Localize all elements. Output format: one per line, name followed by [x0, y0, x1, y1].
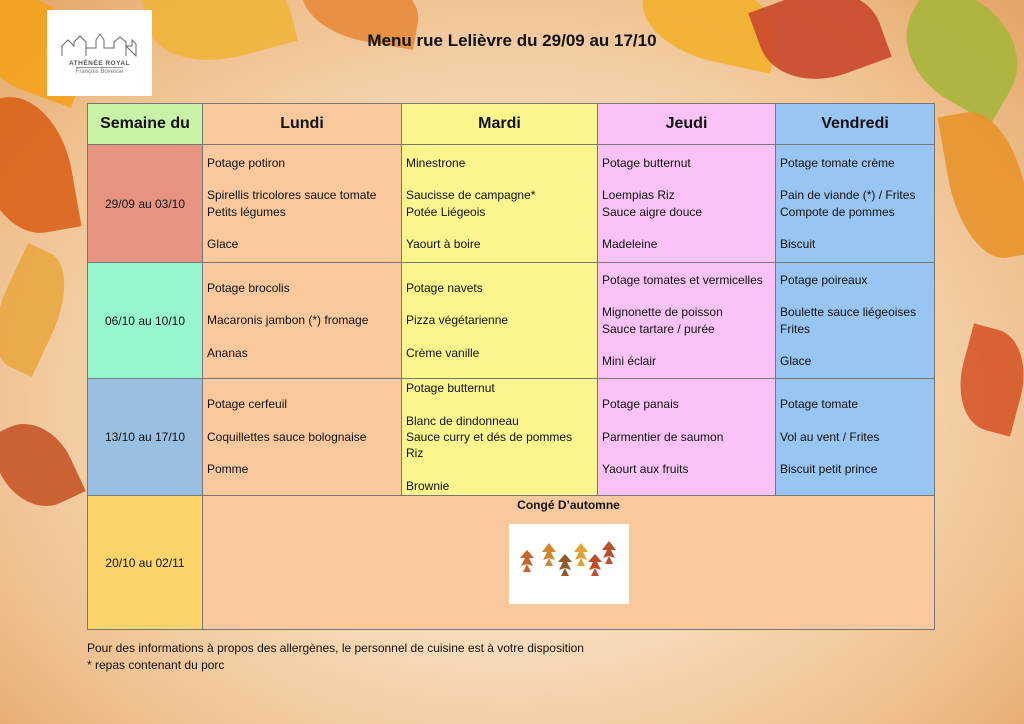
menu-item: Potage panais [602, 397, 679, 412]
menu-item: Potage poireaux [780, 272, 868, 287]
footer [87, 640, 584, 674]
menu-cell-vendredi [776, 379, 935, 496]
menu-item: Saucisse de campagne* [406, 188, 536, 203]
week-row [88, 145, 935, 263]
menu-item [406, 329, 593, 345]
page-title: Menu rue Lelièvre du 29/09 au 17/10 [367, 31, 657, 50]
menu-item [602, 171, 771, 187]
menu-item: Potage butternut [602, 155, 691, 170]
menu-item: Potage potiron [207, 155, 286, 170]
menu-item [406, 296, 593, 312]
holiday-cell [203, 496, 935, 630]
menu-cell-mardi [402, 263, 598, 379]
menu-item [780, 337, 930, 353]
menu-item: Minestrone [406, 155, 466, 170]
header-mardi: Mardi [402, 104, 598, 145]
menu-item [780, 220, 930, 236]
menu-item: Yaourt aux fruits [602, 462, 689, 477]
menu-item [207, 413, 397, 429]
menu-item: Glace [207, 237, 239, 252]
menu-item [207, 171, 397, 187]
menu-item [602, 288, 771, 304]
menu-item: Blanc de dindonneau [406, 413, 519, 428]
holiday-label: Congé D’automne [517, 497, 620, 512]
menu-item [207, 329, 397, 345]
menu-item: Biscuit [780, 237, 816, 252]
menu-item: Biscuit petit prince [780, 462, 878, 477]
menu-cell-jeudi [598, 263, 776, 379]
autumn-leaves-image [509, 524, 629, 604]
menu-item: Spirellis tricolores sauce tomate [207, 188, 377, 203]
week-row [88, 379, 935, 496]
menu-item [207, 296, 397, 312]
menu-cell-mardi [402, 379, 598, 496]
menu-item [406, 461, 593, 477]
header-vendredi: Vendredi [776, 104, 935, 145]
menu-item: Petits légumes [207, 204, 286, 219]
week-period: 13/10 au 17/10 [88, 379, 203, 496]
menu-item [780, 171, 930, 187]
menu-item: Coquillettes sauce bolognaise [207, 429, 367, 444]
menu-item: Vol au vent / Frites [780, 429, 880, 444]
menu-item [780, 413, 930, 429]
menu-item: Compote de pommes [780, 204, 895, 219]
menu-item [406, 220, 593, 236]
school-logo [47, 10, 152, 96]
menu-cell-vendredi [776, 263, 935, 379]
menu-item: Potage tomates et vermicelles [602, 272, 763, 287]
menu-item: Frites [780, 321, 810, 336]
header-row [88, 104, 935, 145]
menu-item: Potage butternut [406, 380, 495, 395]
week-period: 06/10 au 10/10 [88, 263, 203, 379]
menu-item: Brownie [406, 478, 450, 493]
menu-item [207, 220, 397, 236]
menu-item: Glace [780, 354, 812, 369]
menu-item: Macaronis jambon (*) fromage [207, 313, 369, 328]
logo-title: ATHÉNÉE ROYAL [68, 59, 131, 67]
menu-item [207, 445, 397, 461]
week-period: 20/10 au 02/11 [88, 496, 203, 630]
header-jeudi: Jeudi [598, 104, 776, 145]
menu-cell-lundi [203, 145, 402, 263]
menu-item: Yaourt à boire [406, 237, 481, 252]
menu-item [602, 220, 771, 236]
menu-table [87, 103, 935, 630]
header-lundi: Lundi [203, 104, 402, 145]
menu-item: Pomme [207, 462, 249, 477]
menu-item: Potage tomate [780, 397, 859, 412]
menu-item: Boulette sauce liégeoises [780, 305, 917, 320]
menu-item: Crème vanille [406, 345, 480, 360]
menu-item [602, 445, 771, 461]
header-week: Semaine du [88, 104, 203, 145]
maple-leaf-icon [520, 541, 616, 576]
week-row [88, 263, 935, 379]
menu-item [780, 288, 930, 304]
menu-item: Sauce aigre douce [602, 204, 703, 219]
menu-item: Riz [406, 446, 424, 461]
menu-item [406, 396, 593, 412]
menu-cell-vendredi [776, 145, 935, 263]
menu-item: Sauce tartare / purée [602, 321, 715, 336]
logo-subtitle: François Bovesse [75, 68, 124, 75]
menu-cell-lundi [203, 263, 402, 379]
menu-item: Loempias Riz [602, 188, 675, 203]
week-period: 29/09 au 03/10 [88, 145, 203, 263]
menu-item [602, 337, 771, 353]
menu-item: Potage tomate crème [780, 155, 895, 170]
menu-item [406, 171, 593, 187]
menu-cell-mardi [402, 145, 598, 263]
menu-item: Sauce curry et dés de pommes [406, 429, 573, 444]
menu-item: Mini éclair [602, 354, 657, 369]
menu-item: Madeleine [602, 237, 658, 252]
menu-item: Potage cerfeuil [207, 397, 288, 412]
allergen-note: Pour des informations à propos des allergènes, le personnel de cuisine est à votre disposition [87, 641, 584, 655]
menu-item: Parmentier de saumon [602, 429, 724, 444]
menu-item: Potage navets [406, 280, 483, 295]
menu-item: Pain de viande (*) / Frites [780, 188, 916, 203]
menu-item: Pizza végétarienne [406, 313, 509, 328]
menu-item: Potage brocolis [207, 280, 290, 295]
pork-note: * repas contenant du porc [87, 658, 225, 672]
menu-item: Mignonette de poisson [602, 305, 723, 320]
menu-cell-jeudi [598, 145, 776, 263]
menu-item: Potée Liégeois [406, 204, 486, 219]
menu-item: Ananas [207, 345, 248, 360]
menu-item [780, 445, 930, 461]
holiday-row [88, 496, 935, 630]
menu-cell-lundi [203, 379, 402, 496]
menu-item [602, 413, 771, 429]
menu-cell-jeudi [598, 379, 776, 496]
